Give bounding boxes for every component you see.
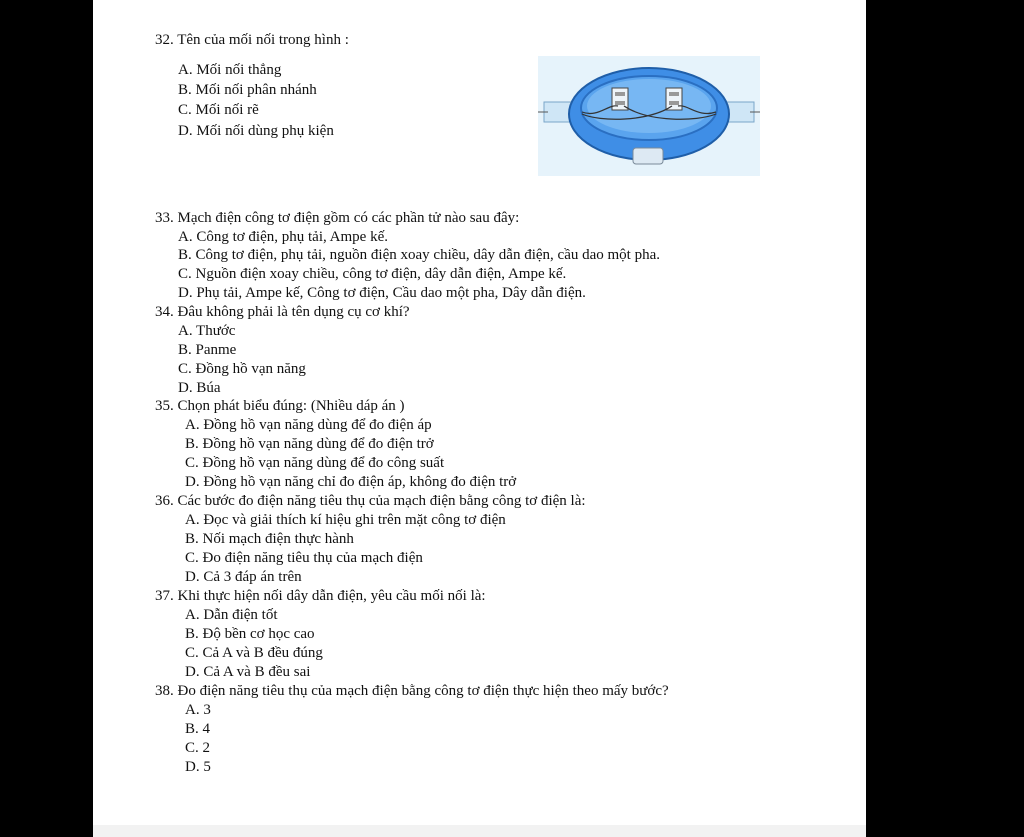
option-33a: A. Công tơ điện, phụ tải, Ampe kế. [178, 229, 388, 245]
option-38d: D. 5 [185, 759, 211, 775]
question-37: 37. Khi thực hiện nối dây dẫn điện, yêu cầu mối nối là: [155, 588, 486, 604]
option-34c: C. Đồng hồ vạn năng [178, 361, 306, 377]
option-37b: B. Độ bền cơ học cao [185, 626, 315, 642]
question-36: 36. Các bước đo điện năng tiêu thụ của mạch điện bằng công tơ điện là: [155, 493, 586, 509]
question-38: 38. Đo điện năng tiêu thụ của mạch điện bằng công tơ điện thực hiện theo mấy bước? [155, 683, 669, 699]
option-34b: B. Panme [178, 342, 237, 358]
page-bottom-edge [93, 825, 866, 837]
option-35d: D. Đồng hồ vạn năng chỉ đo điện áp, không đo điện trở [185, 474, 517, 490]
option-33b: B. Công tơ điện, phụ tải, nguồn điện xoay chiều, dây dẫn điện, cầu dao một pha. [178, 247, 660, 263]
option-38c: C. 2 [185, 740, 211, 756]
question-35: 35. Chọn phát biểu đúng: (Nhiều dáp án ) [155, 398, 405, 414]
option-36b: B. Nối mạch điện thực hành [185, 531, 354, 547]
option-37c: C. Cả A và B đều đúng [185, 645, 323, 661]
option-32c: C. Mối nối rẽ [178, 102, 259, 118]
option-37a: A. Dẫn điện tốt [185, 607, 278, 623]
option-35b: B. Đồng hồ vạn năng dùng để đo điện trở [185, 436, 434, 452]
option-35c: C. Đồng hồ vạn năng dùng để đo công suất [185, 455, 445, 471]
option-36c: C. Đo điện năng tiêu thụ của mạch điện [185, 550, 423, 566]
option-33c: C. Nguồn điện xoay chiều, công tơ điện, dây dẫn điện, Ampe kế. [178, 266, 567, 282]
option-38a: A. 3 [185, 702, 211, 718]
question-33: 33. Mạch điện công tơ điện gồm có các phần tử nào sau đây: [155, 210, 520, 226]
option-32a: A. Mối nối thẳng [178, 62, 282, 78]
option-36a: A. Đọc và giải thích kí hiệu ghi trên mặt công tơ điện [185, 512, 506, 528]
question-34: 34. Đâu không phải là tên dụng cụ cơ khí? [155, 304, 410, 320]
option-37d: D. Cả A và B đều sai [185, 664, 311, 680]
option-38b: B. 4 [185, 721, 211, 737]
junction-box-icon [538, 56, 760, 176]
option-32b: B. Mối nối phân nhánh [178, 82, 317, 98]
document-page [93, 0, 866, 837]
question-32: 32. Tên của mối nối trong hình : [155, 32, 349, 48]
option-32d: D. Mối nối dùng phụ kiện [178, 123, 334, 139]
option-33d: D. Phụ tải, Ampe kế, Công tơ điện, Cầu dao một pha, Dây dẫn điện. [178, 285, 586, 301]
option-35a: A. Đồng hồ vạn năng dùng để đo điện áp [185, 417, 432, 433]
option-36d: D. Cả 3 đáp án trên [185, 569, 302, 585]
option-34d: D. Búa [178, 380, 221, 396]
option-34a: A. Thước [178, 323, 236, 339]
